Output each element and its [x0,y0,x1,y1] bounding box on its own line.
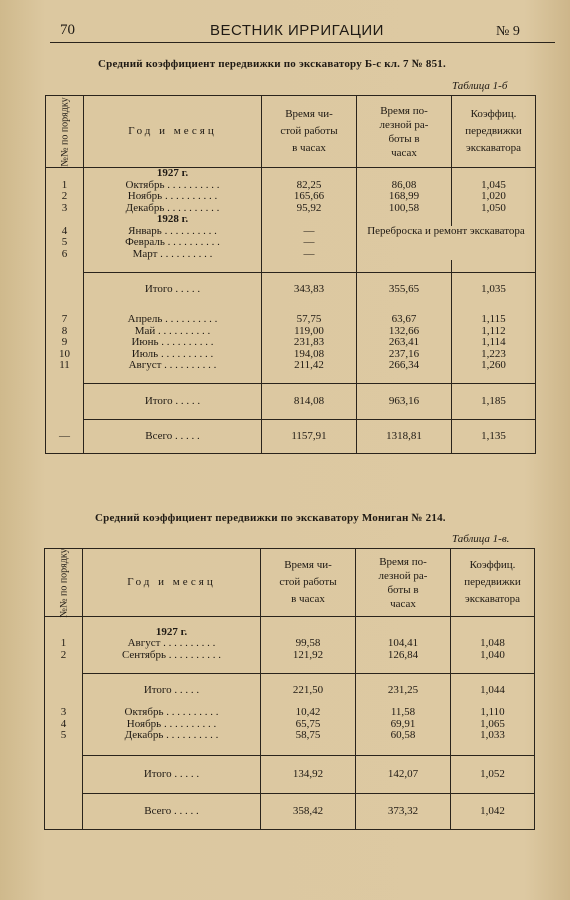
subtotal-row: Итого . . . . . 134,92 142,07 1,052 [45,756,535,794]
issue-number: № 9 [496,24,520,39]
header-rule [50,42,555,43]
col-net-time-header: Время чи- стой работы в часах [261,549,356,617]
table2 [44,548,535,830]
journal-title: ВЕСТНИК ИРРИГАЦИИ [210,22,384,39]
page-header [0,0,570,44]
year-label: 1927 г. [83,627,261,639]
table-row: 2 Сентябрь . . . . . . . . . . 121,92 126,84 1,040 [45,650,535,662]
transfer-note: Переброска и ремонт экскаватора [357,226,536,261]
page-number: 70 [60,22,75,38]
table2-title: Средний коэффициент передвижки по экскаватору Мониган № 214. [95,512,446,524]
table-row: 3 Декабрь . . . . . . . . . . 95,92 100,58 1,050 [46,203,536,215]
table-row: 1 Октябрь . . . . . . . . . . 82,25 86,08 1,045 [46,180,536,192]
subtotal-row: Итого . . . . . 221,50 231,25 1,044 [45,673,535,707]
table-row: 11 Август . . . . . . . . . . 211,42 266,34 1,260 [46,360,536,372]
table-row: 5 Декабрь . . . . . . . . . . 58,75 60,58 1,033 [45,730,535,742]
col-index-header: №№ по порядку [46,96,84,168]
col-coefficient-header: Коэффиц. передвижки экскаватора [452,96,536,168]
table2-label: Таблица 1-в. [452,533,510,545]
subtotal-row: Итого . . . . . 343,83 355,65 1,035 [46,272,536,306]
subtotal-row: Итого . . . . . 814,08 963,16 1,185 [46,384,536,420]
year-label: 1927 г. [84,168,262,180]
total-row: Всего . . . . . 358,42 373,32 1,042 [45,794,535,830]
table-row: 3 Октябрь . . . . . . . . . . 10,42 11,58 1,110 [45,707,535,719]
col-net-time-header: Время чи- стой работы в часах [262,96,357,168]
table-row: 10 Июль . . . . . . . . . . 194,08 237,16 1,223 [46,349,536,361]
col-year-month-header: Год и месяц [84,96,262,168]
col-coefficient-header: Коэффиц. передвижки экскаватора [451,549,535,617]
total-row: — Всего . . . . . 1157,91 1318,81 1,135 [46,420,536,454]
table1-title: Средний коэффициент передвижки по экскаватору Б-с кл. 7 № 851. [98,58,446,70]
table-row: 4 Ноябрь . . . . . . . . . . 65,75 69,91 1,065 [45,719,535,731]
table-row: 7 Апрель . . . . . . . . . . 57,75 63,67 1,115 [46,314,536,326]
table1-label: Таблица 1-б [452,80,508,92]
col-useful-time-header: Время по- лезной ра- боты в часах [357,96,452,168]
table1 [45,95,536,454]
col-useful-time-header: Время по- лезной ра- боты в часах [356,549,451,617]
col-index-header: №№ по порядку [45,549,83,617]
table-row: 4 Январь . . . . . . . . . . — Переброска и ремонт экскаватора [46,226,536,238]
table-row: 1 Август . . . . . . . . . . 99,58 104,41 1,048 [45,638,535,650]
year-label: 1928 г. [84,214,262,226]
col-year-month-header: Год и месяц [83,549,261,617]
table-row: 5 Февраль . . . . . . . . . . — [46,237,536,249]
table-row: 9 Июнь . . . . . . . . . . 231,83 263,41 1,114 [46,337,536,349]
table-row: 6 Март . . . . . . . . . . — [46,249,536,261]
table-row: 8 Май . . . . . . . . . . 119,00 132,66 1,112 [46,326,536,338]
table-row: 2 Ноябрь . . . . . . . . . . 165,66 168,99 1,020 [46,191,536,203]
